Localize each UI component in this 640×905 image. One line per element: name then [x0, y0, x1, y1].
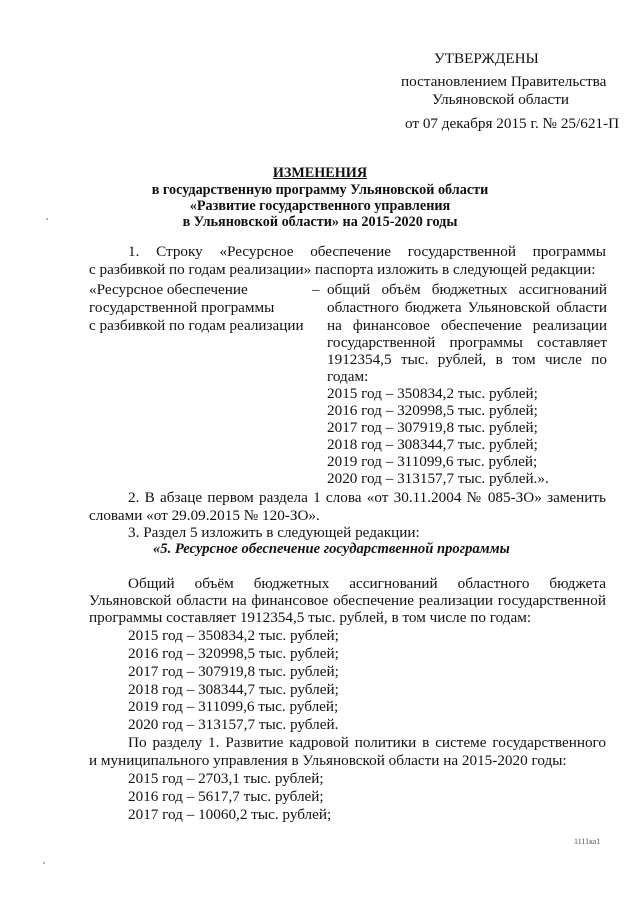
item1-word: Строку	[156, 243, 203, 260]
section5-word: ассигнований	[349, 575, 438, 592]
passport-right-line4: государственной программы составляет	[327, 334, 607, 351]
section5-word: бюджета	[549, 575, 606, 592]
section5-year-2019: 2019 год – 311099,6 тыс. рублей;	[128, 698, 339, 715]
passport-right-line3: на финансовое обеспечение реализации	[327, 317, 607, 334]
item1-word: «Ресурсное	[219, 243, 294, 260]
passport-left-line2: государственной программы	[89, 299, 275, 316]
section5-word: бюджетных	[253, 575, 330, 592]
section5-sub-line2: и муниципального управления в Ульяновской области на 2015-2020 годы:	[89, 752, 567, 769]
section5-year-2016: 2016 год – 320998,5 тыс. рублей;	[128, 645, 339, 662]
passport-right-line5: 1912354,5 тыс. рублей, в том числе по	[327, 351, 607, 368]
passport-right-line1: общий объём бюджетных ассигнований	[327, 281, 607, 298]
passport-right-line2: областного бюджета Ульяновской области	[327, 299, 607, 316]
item1-line2: с разбивкой по годам реализации» паспорта изложить в следующей редакции:	[89, 261, 596, 278]
section5-para-line1	[128, 575, 606, 592]
passport-right-line6: годам:	[327, 368, 369, 385]
passport-year-2020: 2020 год – 313157,7 тыс. рублей.».	[327, 470, 549, 487]
item1-word: 1.	[128, 243, 140, 260]
approval-date-number: от 07 декабря 2015 г. № 25/621-П	[405, 115, 620, 132]
section5-para-line2: Ульяновской области на финансовое обеспечение реализации государственной	[89, 592, 606, 609]
section5-year-2015: 2015 год – 350834,2 тыс. рублей;	[128, 627, 339, 644]
item1-line1	[128, 243, 606, 260]
passport-year-2015: 2015 год – 350834,2 тыс. рублей;	[327, 385, 538, 402]
section5-sub-line1: По разделу 1. Развитие кадровой политики в системе государственного	[128, 734, 606, 751]
passport-left-line1: «Ресурсное обеспечение	[89, 281, 248, 298]
passport-year-2017: 2017 год – 307919,8 тыс. рублей;	[327, 419, 538, 436]
document-title: ИЗМЕНЕНИЯ	[272, 165, 368, 181]
item1-word: обеспечение	[310, 243, 392, 260]
section5-year-2017: 2017 год – 307919,8 тыс. рублей;	[128, 663, 339, 680]
section5-heading: «5. Ресурсное обеспечение государственной программы	[153, 541, 510, 557]
footer-mark: 1111ка1	[574, 837, 601, 846]
section5-para-line3: программы составляет 1912354,5 тыс. рублей, в том числе по годам:	[89, 609, 532, 626]
item1-word: государственной	[407, 243, 516, 260]
item3-line1: 3. Раздел 5 изложить в следующей редакции:	[128, 524, 420, 541]
passport-year-2016: 2016 год – 320998,5 тыс. рублей;	[327, 402, 538, 419]
item2-line1: 2. В абзаце первом раздела 1 слова «от 30.11.2004 № 085-ЗО» заменить	[128, 489, 606, 506]
approval-issuer: постановлением Правительства	[401, 73, 607, 90]
passport-year-2019: 2019 год – 311099,6 тыс. рублей;	[327, 453, 538, 470]
section5-sub-year-2016: 2016 год – 5617,7 тыс. рублей;	[128, 788, 324, 805]
section5-word: Общий	[128, 575, 175, 592]
section5-sub-year-2017: 2017 год – 10060,2 тыс. рублей;	[128, 806, 332, 823]
section5-year-2018: 2018 год – 308344,7 тыс. рублей;	[128, 681, 339, 698]
passport-left-line3: с разбивкой по годам реализации	[89, 317, 304, 334]
item2-line2: словами «от 29.09.2015 № 120-ЗО».	[89, 507, 320, 524]
section5-year-2020: 2020 год – 313157,7 тыс. рублей.	[128, 716, 339, 733]
document-subtitle-line2: «Развитие государственного управления	[189, 198, 451, 214]
section5-sub-year-2015: 2015 год – 2703,1 тыс. рублей;	[128, 770, 324, 787]
passport-dash: –	[312, 281, 320, 298]
document-subtitle-line3: в Ульяновской области» на 2015-2020 годы	[182, 214, 458, 230]
passport-year-2018: 2018 год – 308344,7 тыс. рублей;	[327, 436, 538, 453]
approval-region: Ульяновской области	[432, 91, 569, 108]
scan-speck	[43, 862, 45, 864]
scan-speck	[46, 218, 48, 220]
approval-heading: УТВЕРЖДЕНЫ	[434, 50, 539, 67]
document-subtitle-line1: в государственную программу Ульяновской области	[151, 182, 489, 198]
section5-word: объём	[194, 575, 234, 592]
item1-word: программы	[532, 243, 606, 260]
section5-word: областного	[457, 575, 530, 592]
